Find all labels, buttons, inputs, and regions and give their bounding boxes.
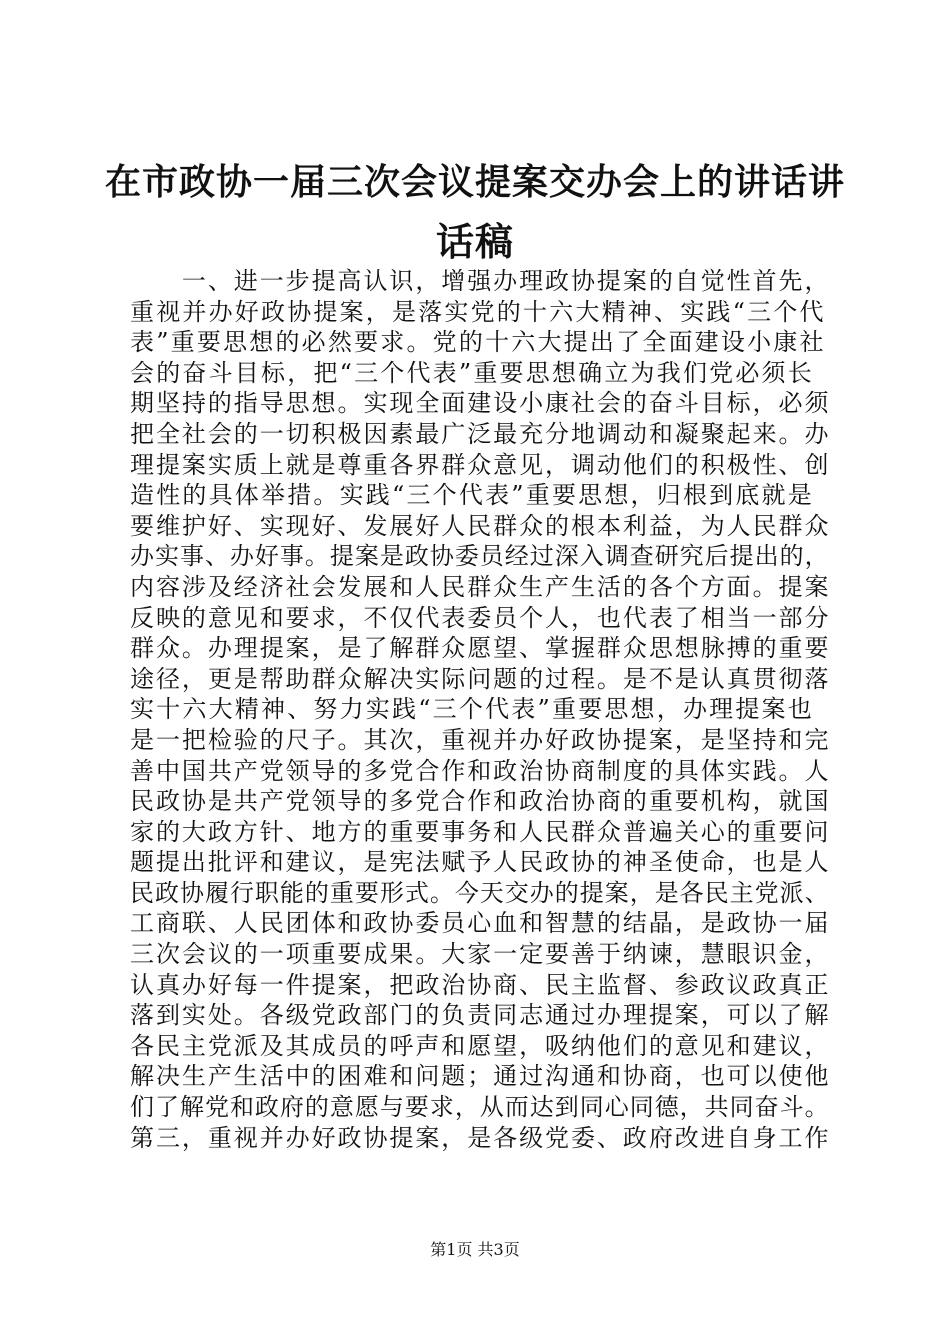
- document-title-line-2: 话稿: [435, 219, 514, 264]
- body-line: 落到实处。各级党政部门的负责同志通过办理提案，可以了解: [130, 1001, 831, 1030]
- body-line: 是一把检验的尺子。其次，重视并办好政协提案，是坚持和完: [130, 725, 831, 754]
- body-line: 造性的具体举措。实践“三个代表”重要思想，归根到底就是: [130, 481, 814, 510]
- body-line: 办实事、办好事。提案是政协委员经过深入调查研究后提出的，: [130, 542, 830, 571]
- body-line: 要维护好、实现好、发展好人民群众的根本利益，为人民群众: [130, 511, 831, 540]
- body-line: 工商联、人民团体和政协委员心血和智慧的结晶，是政协一届: [130, 909, 831, 938]
- body-line: 反映的意见和要求，不仅代表委员个人，也代表了相当一部分: [130, 603, 831, 632]
- body-line: 会的奋斗目标，把“三个代表”重要思想确立为我们党必须长: [130, 358, 814, 387]
- body-line: 认真办好每一件提案，把政治协商、民主监督、参政议政真正: [130, 970, 831, 999]
- body-line: 第三，重视并办好政协提案，是各级党委、政府改进自身工作: [130, 1123, 831, 1152]
- document-title-line-1: 在市政协一届三次会议提案交办会上的讲话讲: [104, 161, 845, 203]
- body-line: 题提出批评和建议，是宪法赋予人民政协的神圣使命，也是人: [130, 848, 831, 877]
- body-line: 群众。办理提案，是了解群众愿望、掌握群众思想脉搏的重要: [130, 634, 831, 663]
- body-line: 实十六大精神、努力实践“三个代表”重要思想，办理提案也: [130, 695, 814, 724]
- body-line: 内容涉及经济社会发展和人民群众生产生活的各个方面。提案: [130, 572, 831, 601]
- document-body: [130, 266, 830, 1153]
- page-footer: 第1页 共3页: [430, 1240, 520, 1259]
- body-line: 家的大政方针、地方的重要事务和人民群众普遍关心的重要问: [130, 817, 831, 846]
- body-line: 期坚持的指导思想。实现全面建设小康社会的奋斗目标，必须: [130, 389, 831, 418]
- body-line: 途径，更是帮助群众解决实际问题的过程。是不是认真贯彻落: [130, 664, 831, 693]
- body-line: 各民主党派及其成员的呼声和愿望，吸纳他们的意见和建议，: [130, 1031, 831, 1060]
- body-line: 一、进一步提高认识，增强办理政协提案的自觉性首先，: [130, 267, 831, 295]
- body-line: 三次会议的一项重要成果。大家一定要善于纳谏，慧眼识金，: [130, 940, 831, 969]
- body-line: 民政协是共产党领导的多党合作和政治协商的重要机构，就国: [130, 787, 831, 816]
- body-line: 善中国共产党领导的多党合作和政治协商制度的具体实践。人: [130, 756, 831, 785]
- body-line: 表”重要思想的必然要求。党的十六大提出了全面建设小康社: [130, 328, 826, 357]
- body-line: 把全社会的一切积极因素最广泛最充分地调动和凝聚起来。办: [130, 419, 831, 448]
- body-line: 理提案实质上就是尊重各界群众意见，调动他们的积极性、创: [130, 450, 831, 479]
- body-line: 解决生产生活中的困难和问题；通过沟通和协商，也可以使他: [130, 1062, 831, 1091]
- body-line: 重视并办好政协提案，是落实党的十六大精神、实践“三个代: [130, 297, 826, 326]
- body-line: 民政协履行职能的重要形式。今天交办的提案，是各民主党派、: [130, 878, 830, 907]
- body-line: 们了解党和政府的意愿与要求，从而达到同心同德，共同奋斗。: [130, 1093, 830, 1122]
